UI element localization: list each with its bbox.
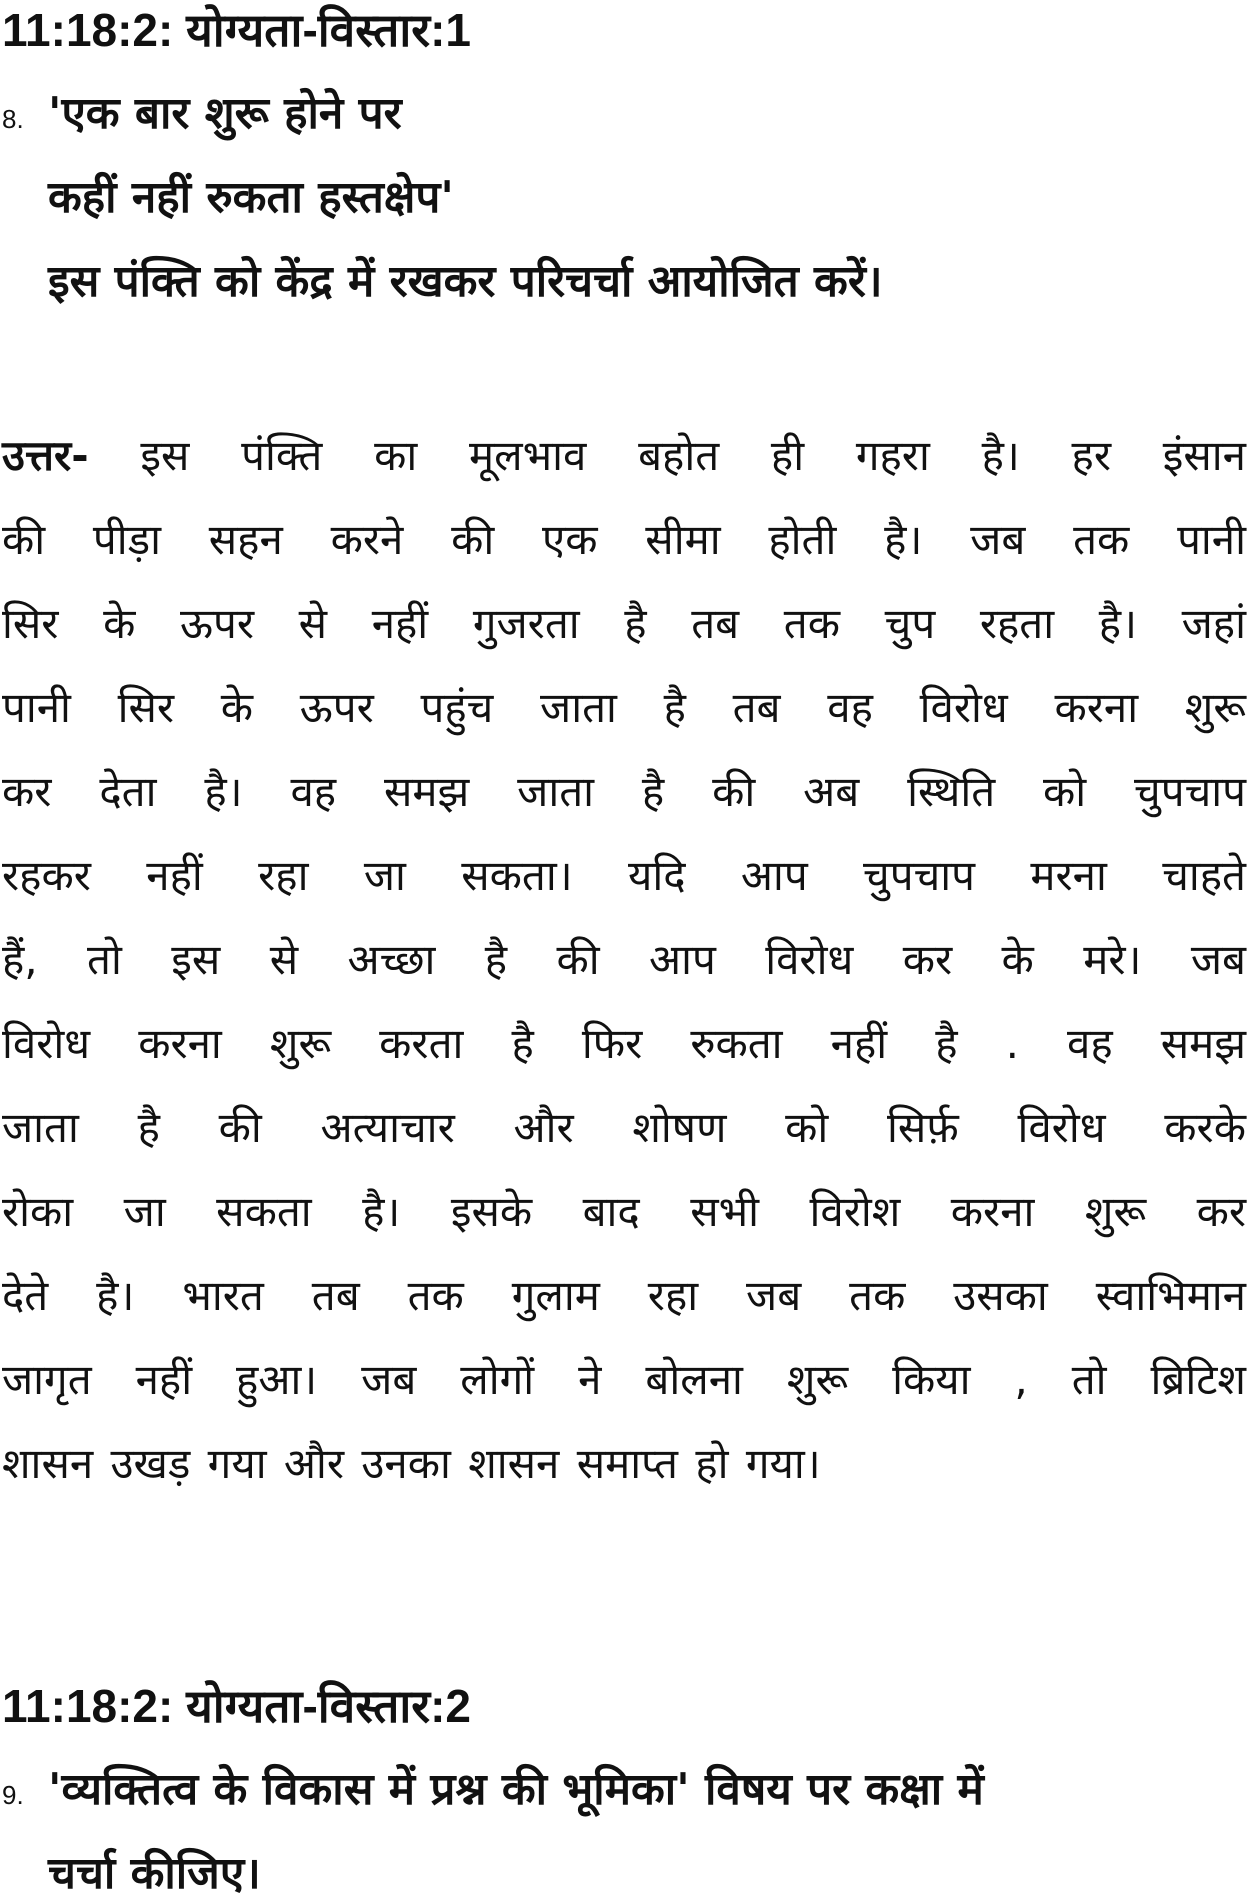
answer-line: रहकर नहीं रहा जा सकता। यदि आप चुपचाप मरना चाहते: [2, 851, 1246, 900]
answer-block: [2, 414, 1246, 1506]
answer-line: सिर के ऊपर से नहीं गुजरता है तब तक चुप रहता है। जहां: [2, 599, 1246, 648]
answer-line: देते है। भारत तब तक गुलाम रहा जब तक उसका स्वाभिमान: [2, 1271, 1246, 1320]
answer-line: हैं, तो इस से अच्छा है की आप विरोध कर के मरे। जब: [2, 935, 1246, 984]
answer-line: पानी सिर के ऊपर पहुंच जाता है तब वह विरोध करना शुरू: [2, 683, 1246, 732]
answer-line: कर देता है। वह समझ जाता है की अब स्थिति को चुपचाप: [2, 767, 1246, 816]
answer-line: विरोध करना शुरू करता है फिर रुकता नहीं है . वह समझ: [2, 1019, 1246, 1068]
answer-line: की पीड़ा सहन करने की एक सीमा होती है। जब तक पानी: [2, 515, 1246, 564]
question-8-line-1: 'एक बार शुरू होने पर: [48, 88, 402, 139]
answer-line: रोका जा सकता है। इसके बाद सभी विरोश करना शुरू कर: [2, 1187, 1246, 1236]
section-heading-1: 11:18:2: योग्यता-विस्तार:1: [2, 4, 471, 56]
answer-line: जागृत नहीं हुआ। जब लोगों ने बोलना शुरू किया , तो ब्रिटिश: [2, 1355, 1246, 1404]
question-9-line-2: चर्चा कीजिए।: [48, 1848, 261, 1899]
question-8-line-3: इस पंक्ति को केंद्र में रखकर परिचर्चा आयोजित करें।: [48, 256, 883, 307]
question-number-9: 9.: [2, 1780, 24, 1810]
question-9-line-1: 'व्यक्तित्व के विकास में प्रश्न की भूमिका' विषय पर कक्षा में: [48, 1764, 984, 1815]
answer-line: शासन उखड़ गया और उनका शासन समाप्त हो गया।: [2, 1439, 821, 1488]
answer-label: उत्तर-: [2, 431, 89, 480]
question-8-line-2: कहीं नहीं रुकता हस्तक्षेप': [48, 172, 454, 223]
answer-line: [2, 414, 1246, 498]
question-number-8: 8.: [2, 104, 24, 134]
answer-line-text: इस पंक्ति का मूलभाव बहोत ही गहरा है। हर इंसान: [140, 431, 1246, 480]
answer-line: जाता है की अत्याचार और शोषण को सिर्फ़ विरोध करके: [2, 1103, 1246, 1152]
section-heading-2: 11:18:2: योग्यता-विस्तार:2: [2, 1680, 471, 1732]
